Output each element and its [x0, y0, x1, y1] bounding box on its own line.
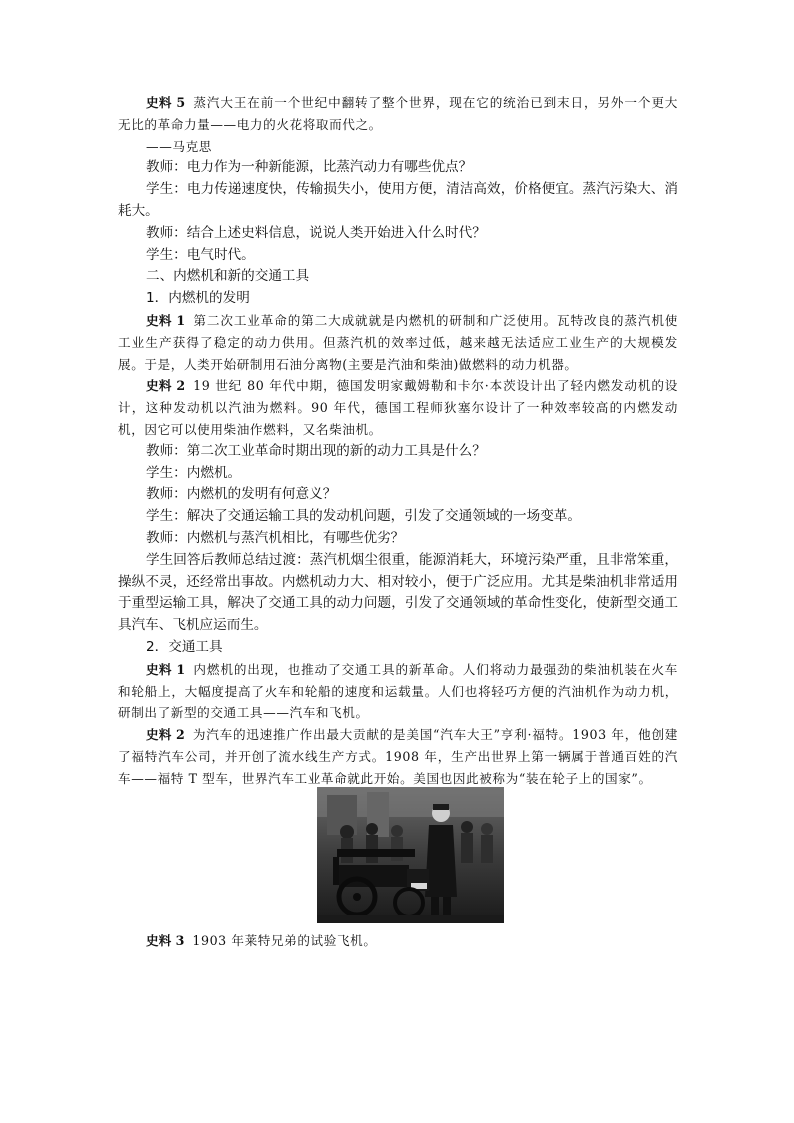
transport-source-2 [118, 724, 678, 789]
teacher-question-2: 教师：结合上述史料信息，说说人类开始进入什么时代？ [146, 224, 486, 241]
source-5-text: 蒸汽大王在前一个世纪中翻转了整个世界，现在它的统治已到末日，另外一个更大无比的革命力量——电力的火花将取而代之。 [118, 95, 678, 132]
transport-source-1-label: 史料 1 [146, 661, 186, 677]
source-5-label: 史料 5 [146, 95, 186, 110]
transport-source-3-label: 史料 3 [146, 933, 185, 948]
photo-illustration [317, 787, 504, 923]
student-answer-4: 学生：解决了交通运输工具的发动机问题，引发了交通领域的一场变革。 [146, 508, 581, 525]
teacher-question-3: 教师：第二次工业革命时期出现的新的动力工具是什么？ [146, 442, 486, 459]
teacher-question-1: 教师：电力作为一种新能源，比蒸汽动力有哪些优点？ [146, 159, 473, 176]
transport-source-1 [118, 659, 678, 724]
teacher-question-5: 教师：内燃机与蒸汽机相比，有哪些优劣？ [146, 529, 405, 546]
engine-source-2-label: 史料 2 [146, 378, 186, 394]
transport-source-2-text: 为汽车的迅速推广作出最大贡献的是美国“汽车大王”亨利·福特。1903 年，他创建了福特汽车公司，并开创了流水线生产方式。1908 年，生产出世界上第一辆属于普通百姓的汽车——福特 T 型车，世界汽车工业革命就此开始。美国也因此被称为“装在轮子上的国家”。 [118, 727, 678, 786]
teacher-summary: 学生回答后教师总结过渡：蒸汽机烟尘很重，能源消耗大，环境污染严重，且非常笨重，操纵不灵，还经常出事故。内燃机动力大、相对较小，便于广泛应用。尤其是柴油机非常适用于重型运输工具，解决了交通工具的动力问题，引发了交通领域的革命性变化，使新型交通工具汽车、飞机应运而生。 [118, 551, 678, 634]
transport-source-3-text: 1903 年莱特兄弟的试验飞机。 [192, 933, 377, 948]
engine-source-1-text: 第二次工业革命的第二大成就就是内燃机的研制和广泛使用。瓦特改良的蒸汽机使工业生产获得了稳定的动力供用。但蒸汽机的效率过低，越来越无法适应工业生产的大规模发展。于是，人类开始研制用石油分离物(主要是汽油和柴油)做燃料的动力机器。 [118, 312, 678, 372]
transport-source-3 [118, 930, 678, 952]
engine-source-1 [118, 310, 678, 375]
source-5-attribution: ——马克思 [146, 138, 212, 154]
figure-caption [118, 930, 678, 952]
ford-model-t-photo [317, 787, 504, 923]
engine-source-2 [118, 375, 678, 440]
source-5 [118, 92, 678, 136]
engine-source-2-text: 19 世纪 80 年代中期，德国发明家戴姆勒和卡尔·本茨设计出了轻内燃发动机的设计，这种发动机以汽油为燃料。90 年代，德国工程师狄塞尔设计了一种效率较高的内燃发动机，因它可以使用柴油作燃料，又名柴油机。 [118, 378, 678, 437]
student-answer-3: 学生：内燃机。 [146, 464, 242, 481]
section-heading-2: 二、内燃机和新的交通工具 [146, 268, 310, 285]
student-answer-1: 学生：电力传递速度快，传输损失小，使用方便，清洁高效，价格便宜。蒸汽污染大、消耗大。 [118, 181, 678, 219]
transport-source-1-text: 内燃机的出现，也推动了交通工具的新革命。人们将动力最强劲的柴油机装在火车和轮船上，大幅度提高了火车和轮船的速度和运载量。人们也将轻巧方便的汽油机作为动力机，研制出了新型的交通工具——汽车和飞机。 [118, 661, 678, 721]
subheading-transport: 2．交通工具 [146, 638, 223, 655]
engine-source-1-label: 史料 1 [146, 312, 186, 328]
teacher-question-4: 教师：内燃机的发明有何意义？ [146, 486, 337, 503]
subheading-engine: 1．内燃机的发明 [146, 290, 250, 307]
document-body [118, 92, 678, 790]
student-answer-2: 学生：电气时代。 [146, 246, 255, 263]
transport-source-2-label: 史料 2 [146, 727, 185, 743]
